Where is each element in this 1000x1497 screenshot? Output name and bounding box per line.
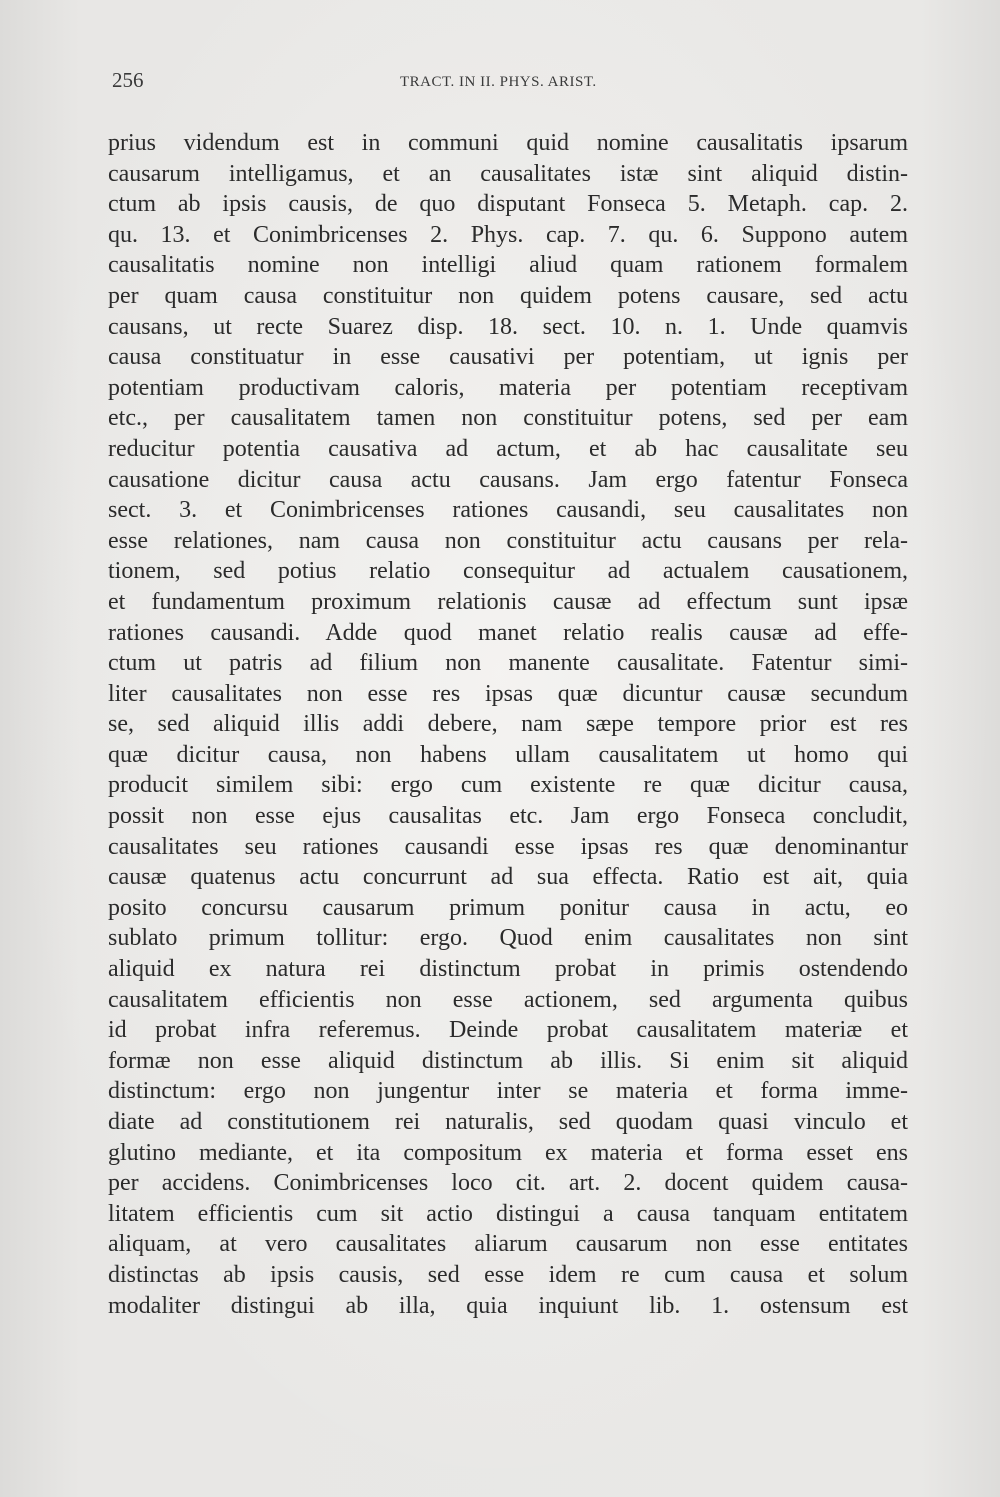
text-line: prius videndum est in communi quid nomine causalitatis ipsarum [108, 130, 908, 156]
text-line: reducitur potentia causativa ad actum, et ab hac causalitate seu [108, 435, 908, 462]
text-line: posito concursu causarum primum ponitur causa in actu, eo [108, 894, 908, 921]
text-line: causalitatis nomine non intelligi aliud quam rationem formalem [108, 252, 908, 279]
text-line: causarum intelligamus, et an causalitates istæ sint aliquid distin- [108, 160, 908, 187]
text-line: litatem efficientis cum sit actio distingui a causa tanquam entitatem [108, 1200, 908, 1227]
text-line: causans, ut recte Suarez disp. 18. sect. 10. n. 1. Unde quamvis [108, 313, 908, 340]
text-line: rationes causandi. Adde quod manet relatio realis causæ ad effe- [108, 619, 908, 646]
text-line: aliquid ex natura rei distinctum probat in primis ostendendo [108, 956, 908, 983]
text-line: possit non esse ejus causalitas etc. Jam ergo Fonseca concludit, [108, 803, 908, 830]
text-line: liter causalitates non esse res ipsas quæ dicuntur causæ secundum [108, 680, 908, 707]
text-line: per accidens. Conimbricenses loco cit. art. 2. docent quidem causa- [108, 1170, 908, 1197]
text-line: tionem, sed potius relatio consequitur ad actualem causationem, [108, 558, 908, 585]
text-line: modaliter distingui ab illa, quia inquiunt lib. 1. ostensum est [108, 1292, 908, 1319]
text-line: formæ non esse aliquid distinctum ab illis. Si enim sit aliquid [108, 1047, 908, 1074]
text-line: et fundamentum proximum relationis causæ ad effectum sunt ipsæ [108, 588, 908, 615]
text-line: glutino mediante, et ita compositum ex materia et forma esset ens [108, 1139, 908, 1166]
text-line: qu. 13. et Conimbricenses 2. Phys. cap. 7. qu. 6. Suppono autem [108, 221, 908, 248]
page-header [112, 68, 902, 98]
text-line: distinctum: ergo non jungentur inter se materia et forma imme- [108, 1078, 908, 1105]
text-line: sect. 3. et Conimbricenses rationes causandi, seu causalitates non [108, 497, 908, 524]
text-line: potentiam productivam caloris, materia per potentiam receptivam [108, 374, 908, 401]
text-line: sublato primum tollitur: ergo. Quod enim causalitates non sint [108, 925, 908, 952]
text-line: quæ dicitur causa, non habens ullam causalitatem ut homo qui [108, 741, 908, 768]
text-line: causalitatem efficientis non esse actionem, sed argumenta quibus [108, 986, 908, 1013]
text-line: causatione dicitur causa actu causans. Jam ergo fatentur Fonseca [108, 466, 908, 493]
text-line: se, sed aliquid illis addi debere, nam sæpe tempore prior est res [108, 711, 908, 738]
text-line: ctum ut patris ad filium non manente causalitate. Fatentur simi- [108, 650, 908, 677]
page-number: 256 [112, 68, 144, 92]
text-line: distinctas ab ipsis causis, sed esse idem re cum causa et solum [108, 1261, 908, 1288]
body-text [108, 128, 908, 1321]
text-line: esse relationes, nam causa non constituitur actu causans per rela- [108, 527, 908, 554]
text-line: etc., per causalitatem tamen non constituitur potens, sed per eam [108, 405, 908, 432]
text-line: producit similem sibi: ergo cum existente re quæ dicitur causa, [108, 772, 908, 799]
text-line: causa constituatur in esse causativi per potentiam, ut ignis per [108, 344, 908, 371]
text-line: per quam causa constituitur non quidem potens causare, sed actu [108, 282, 908, 309]
text-line: causæ quatenus actu concurrunt ad sua effecta. Ratio est ait, quia [108, 864, 908, 891]
text-line: id probat infra referemus. Deinde probat causalitatem materiæ et [108, 1017, 908, 1044]
text-line: aliquam, at vero causalitates aliarum causarum non esse entitates [108, 1231, 908, 1258]
text-line: diate ad constitutionem rei naturalis, sed quodam quasi vinculo et [108, 1109, 908, 1135]
text-line: ctum ab ipsis causis, de quo disputant Fonseca 5. Metaph. cap. 2. [108, 191, 908, 218]
text-line: causalitates seu rationes causandi esse ipsas res quæ denominantur [108, 833, 908, 860]
running-head: TRACT. IN II. PHYS. ARIST. [400, 74, 597, 90]
